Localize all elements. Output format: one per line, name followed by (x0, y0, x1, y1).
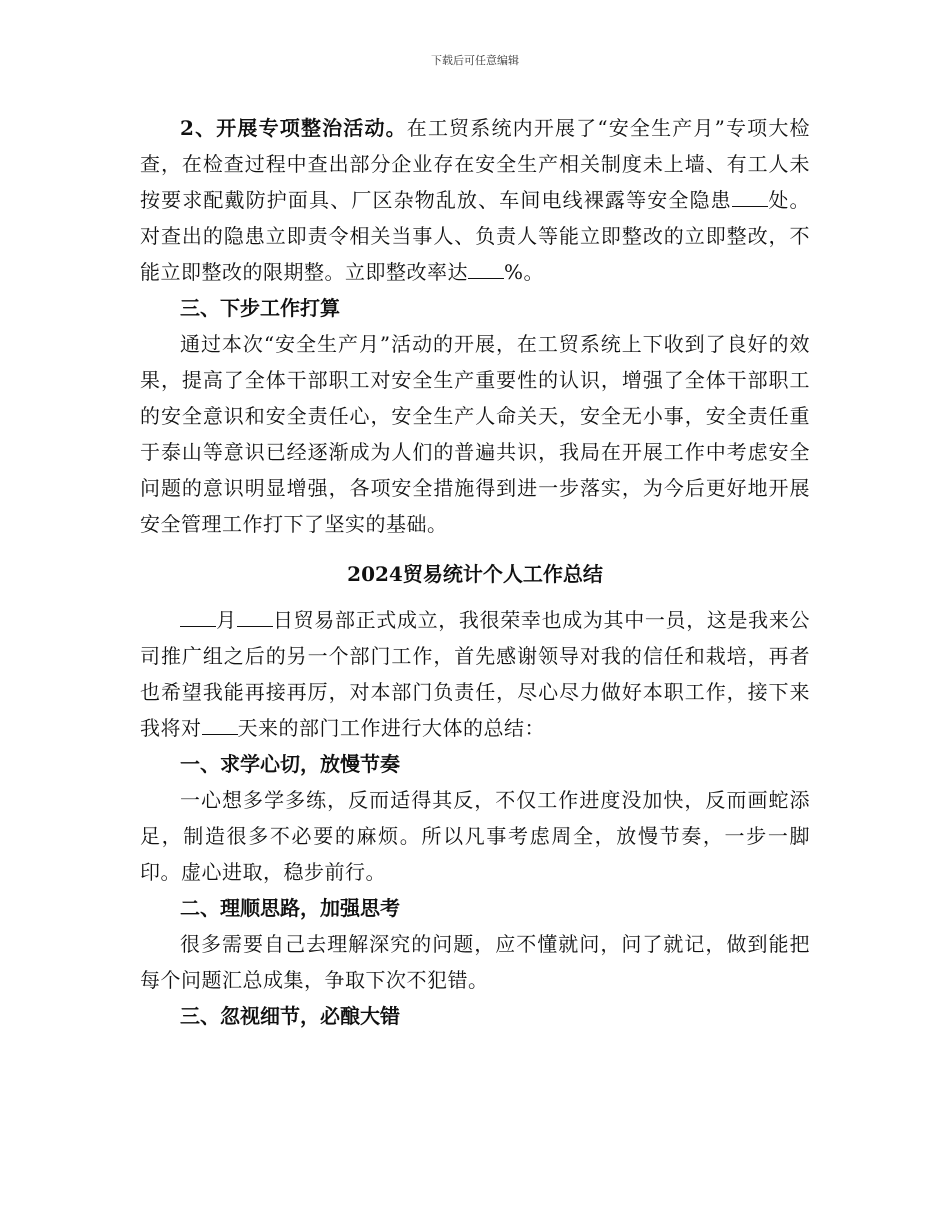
intro-text-c: 天来的部门工作进行大体的总结： (237, 716, 545, 740)
document-body (140, 110, 810, 1034)
section-2-paragraph: 很多需要自己去理解深究的问题，应不懂就问，问了就记，做到能把每个问题汇总成集，争取下次不犯错。 (140, 932, 810, 992)
section-1-paragraph: 一心想多学多练，反而适得其反，不仅工作进度没加快，反而画蛇添足，制造很多不必要的麻烦。所以凡事考虑周全，放慢节奏，一步一脚印。虚心进取，稳步前行。 (140, 788, 810, 884)
fill-blank (732, 190, 768, 207)
intro-text-a: 月 (216, 608, 237, 632)
intro-paragraph (140, 602, 810, 746)
page-header-note: 下载后可任意编辑 (431, 54, 519, 67)
item-2-text-c: %。 (504, 260, 545, 284)
item-2-text-a: 在工贸系统内开展了“安全生产月”专项大检查，在检查过程中查出部分企业存在安全生产相关制度未上墙、有工人未按要求配戴防护面具、厂区杂物乱放、车间电线裸露等安全隐患 (140, 116, 810, 212)
item-2-lead: 2、开展专项整治活动。 (180, 116, 407, 140)
document-title: 2024贸易统计个人工作总结 (347, 562, 603, 586)
fill-blank (468, 262, 504, 279)
item-2-text-b: 处。对查出的隐患立即责令相关当事人、负责人等能立即整改的立即整改，不能立即整改的限期整。立即整改率达 (140, 188, 811, 284)
section-heading-next-steps: 三、下步工作打算 (180, 296, 340, 320)
item-2-paragraph (140, 110, 810, 290)
next-steps-paragraph: 通过本次“安全生产月”活动的开展，在工贸系统上下收到了良好的效果，提高了全体干部职工对安全生产重要性的认识，增强了全体干部职工的安全意识和安全责任心，安全生产人命关天，安全无小事，安全责任重于泰山等意识已经逐渐成为人们的普遍共识，我局在开展工作中考虑安全问题的意识明显增强，各项安全措施得到进一步落实，为今后更好地开展安全管理工作打下了坚实的基础。 (140, 332, 810, 536)
section-heading-3: 三、忽视细节，必酿大错 (180, 1004, 400, 1028)
fill-blank (237, 610, 273, 627)
fill-blank (180, 610, 216, 627)
intro-text-b: 日贸易部正式成立，我很荣幸也成为其中一员，这是我来公司推广组之后的另一个部门工作，首先感谢领导对我的信任和栽培，再者也希望我能再接再厉，对本部门负责任，尽心尽力做好本职工作，接下来我将对 (140, 608, 811, 740)
section-heading-2: 二、理顺思路，加强思考 (180, 896, 400, 920)
section-heading-1: 一、求学心切，放慢节奏 (180, 752, 400, 776)
fill-blank (202, 718, 238, 735)
